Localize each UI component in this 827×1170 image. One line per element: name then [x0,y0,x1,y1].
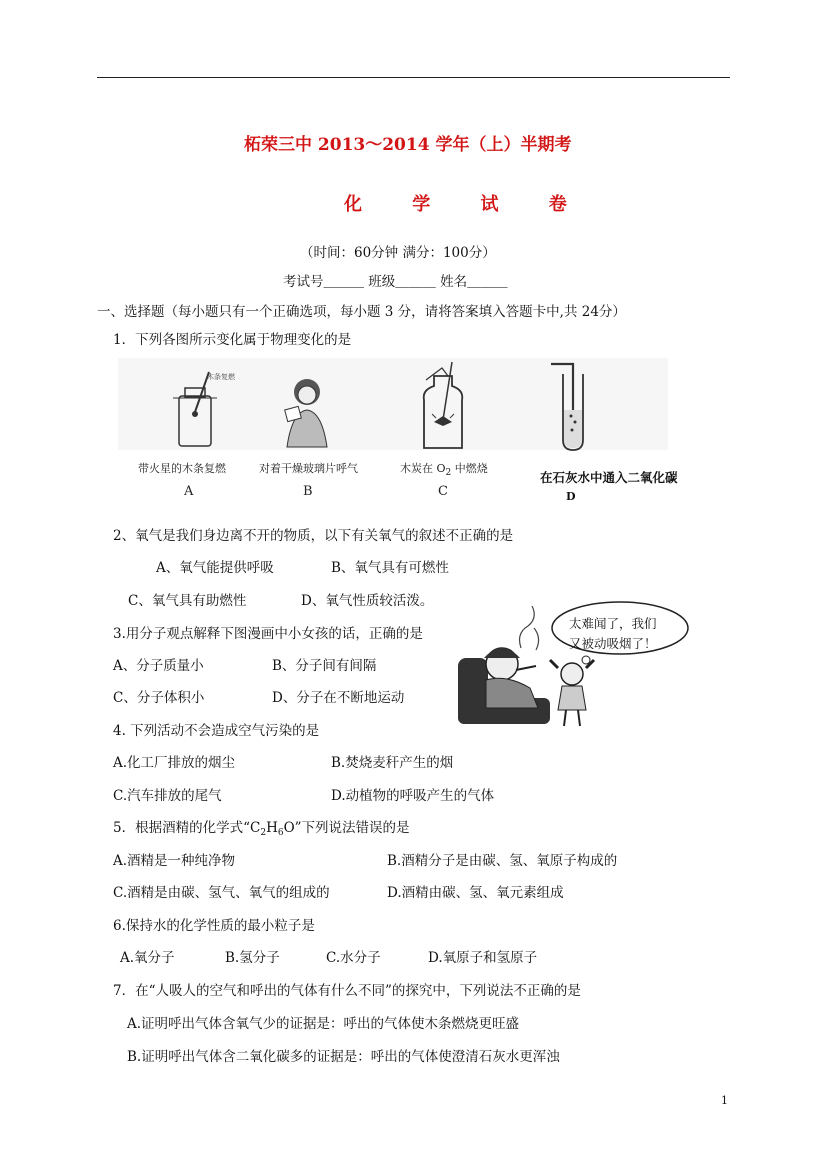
q1-stem: 1．下列各图所示变化属于物理变化的是 [113,332,352,348]
figure-a-letter: A [184,484,194,499]
q3-option-b: B、分子间有间隔 [272,658,377,674]
q2-option-a: A、氧气能提供呼吸 [156,560,274,576]
figure-c-letter: C [438,484,448,499]
exam-fields: 考试号＿＿＿ 班级＿＿＿ 姓名＿＿＿ [283,274,508,290]
q6-option-b: B.氢分子 [225,950,280,966]
figure-a-caption: 带火星的木条复燃 [138,462,226,475]
q6-option-a: A.氧分子 [120,950,175,966]
q7-stem: 7．在“人吸人的空气和呼出的气体有什么不同”的探究中，下列说法不正确的是 [113,983,581,999]
q4-option-c: C.汽车排放的尾气 [113,788,222,804]
q7-option-a: A.证明呼出气体含氧气少的证据是：呼出的气体使木条燃烧更旺盛 [127,1016,520,1032]
figure-b-girl [272,372,342,452]
q2-stem: 2、氧气是我们身边离不开的物质，以下有关氧气的叙述不正确的是 [113,528,514,544]
bubble-line-2: 又被动吸烟了！ [569,636,657,651]
figure-d-test-tube [545,360,595,452]
q3-option-a: A、分子质量小 [113,658,204,674]
q7-option-b: B.证明呼出气体含二氧化碳多的证据是：呼出的气体使澄清石灰水更浑浊 [127,1049,560,1065]
q6-option-c: C.水分子 [326,950,381,966]
subject-title: 化 学 试 卷 [344,194,589,215]
q3-option-c: C、分子体积小 [113,690,205,706]
page-number: 1 [721,1094,728,1107]
q5-option-d: D.酒精由碳、氢、氧元素组成 [387,885,564,901]
q4-stem: 4. 下列活动不会造成空气污染的是 [113,723,320,739]
q4-option-d: D.动植物的呼吸产生的气体 [331,788,495,804]
q4-option-a: A.化工厂排放的烟尘 [113,755,236,771]
time-info: （时间：60分钟 满分：100分） [300,245,496,261]
q5-option-b: B.酒精分子是由碳、氢、氧原子构成的 [387,853,618,869]
q2-option-d: D、氧气性质较活泼。 [301,593,434,609]
q2-option-b: B、氧气具有可燃性 [331,560,449,576]
q3-stem: 3.用分子观点解释下图漫画中小女孩的话，正确的是 [113,626,423,642]
q6-stem: 6.保持水的化学性质的最小粒子是 [113,918,315,934]
q5-option-a: A.酒精是一种纯净物 [113,853,236,869]
figure-d-caption: 在石灰水中通入二氧化碳 [540,470,678,485]
q6-option-d: D.氧原子和氢原子 [428,950,538,966]
q3-option-d: D、分子在不断地运动 [272,690,405,706]
figure-d-letter: D [566,490,576,503]
figure-c-caption: 木炭在 $O_2$ 中燃烧 [400,462,488,478]
figure-c-bottle [412,360,474,456]
section-heading: 一、选择题（每小题只有一个正确选项，每小题 3 分，请将答案填入答题卡中,共 24分） [97,304,626,320]
figure-a-tag: 木条复燃 [207,373,235,381]
q5-stem: 5．根据酒精的化学式“$C_2H_6O$”下列说法错误的是 [113,820,410,838]
q2-option-c: C、氧气具有助燃性 [128,593,247,609]
q4-option-b: B.焚烧麦秆产生的烟 [331,755,454,771]
header-rule [97,77,730,78]
figure-b-caption: 对着干燥玻璃片呼气 [259,462,358,475]
figure-b-letter: B [303,484,313,499]
q5-option-c: C.酒精是由碳、氢气、氧气的组成的 [113,885,330,901]
bubble-line-1: 太难闻了，我们 [569,616,657,631]
school-title: 柘荣三中 2013～2014 学年（上）半期考 [244,135,572,155]
